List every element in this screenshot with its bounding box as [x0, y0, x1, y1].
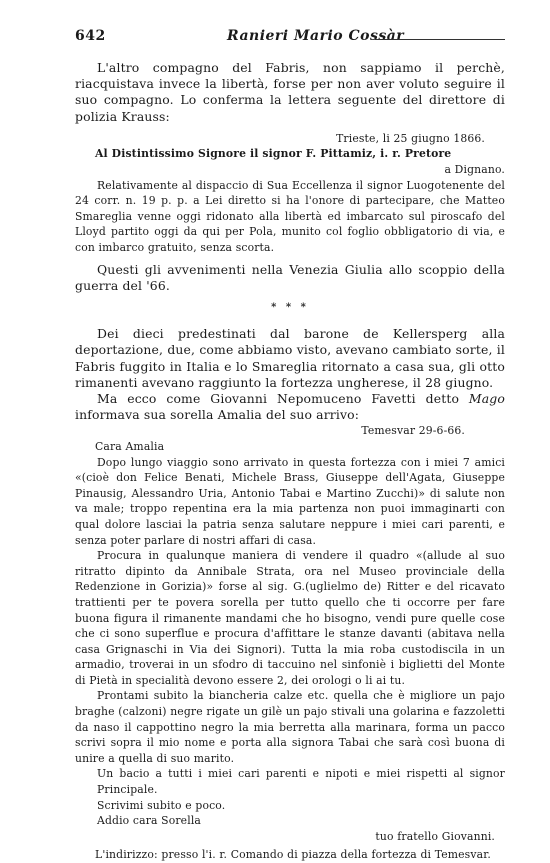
page-body	[75, 60, 505, 863]
letter-favetti	[75, 423, 505, 863]
section-separator: * * *	[271, 301, 309, 313]
letter-krauss-date: Trieste, li 25 giugno 1866.	[336, 131, 485, 145]
paragraph-fabris-companion: L'altro compagno del Fabris, non sappiamo il perchè, riacquistava invece la libertà, forse per non aver voluto seguire il suo compagno. Lo conferma la lettera seguente del direttore di polizia Krauss:	[75, 60, 505, 124]
letter-favetti-para3: Prontami subito la biancheria calze etc. quella che è migliore un pajo braghe (calzoni) negre rigate un gilè un pajo stivali una golarina e fazzoletti da naso il cappottino negro la mia berretta alla marinara, forma un pacco scrivi sopra il mio nome e porta alla signora Tabai che sarà così buona di unire a quella di suo marito.	[75, 689, 505, 765]
page-header	[75, 26, 505, 46]
letter-favetti-date: Temesvar 29-6-66.	[361, 424, 465, 438]
letter-favetti-farewell: Addio cara Sorella	[97, 814, 202, 828]
letter-krauss-text: Relativamente al dispaccio di Sua Eccellenza il signor Luogotenente del 24 corr. n. 19 p. p. a Lei diretto si ha l'onore di partecipare, che Matteo Smareglia venne oggi ridonato alla libertà ed imbarcato sul piroscafo del Lloyd partito oggi da qui per Pola, munito col foglio obbligatorio di via, e con imbarco gratuito, senza scorta.	[75, 178, 505, 254]
running-head: Ranieri Mario Cossàr	[227, 28, 405, 44]
letter-favetti-signature: tuo fratello Giovanni.	[375, 829, 495, 843]
letter-krauss	[75, 131, 505, 256]
paragraph-favetti: Ma ecco come Giovanni Nepomuceno Favetti detto Mago informava sua sorella Amalia del suo arrivo:	[75, 390, 505, 423]
letter-favetti-salutation: Cara Amalia	[95, 439, 165, 453]
letter-krauss-address: Al Distintissimo Signore il signor F. Pittamiz, i. r. Pretore	[95, 147, 452, 161]
letter-favetti-para2: Procura in qualunque maniera di vendere il quadro «(allude al suo ritratto dipinto da Annibale Strata, ora nel Museo provinciale della Redenzione in Gorizia)» forse al sig. G.(uglielmo de) Ritter e del ricavato trattienti per te povera sorella per tutto quello che ti occorre per fare buona figura il rimanente mandami che ho bisogno, vendi pure quelle cose che ci sono superflue e procura d'affittare le stanze davanti (abitava nella casa Grignaschi in Via dei Signori). Tutta la mia roba custodiscila in un armadio, troverai in un sfodro di taccuino nel sinfoniè i biglietti del Monte di Pietà in specialità devono essere 2, dei orologi o li ai tu.	[75, 549, 505, 687]
header-rule	[375, 39, 505, 40]
letter-favetti-greetings: Un bacio a tutti i miei cari parenti e nipoti e miei rispetti al signor Principale.	[97, 767, 505, 797]
letter-favetti-write: Scrivimi subito e poco.	[97, 798, 226, 812]
paragraph-deportation: Dei dieci predestinati dal barone de Kellersperg alla deportazione, due, come abbiamo visto, avevano cambiato sorte, il Fabris fuggito in Italia e lo Smareglia ritornato a casa sua, gli otto rimanenti avevano raggiunto la fortezza ungherese, il 28 giugno.	[75, 326, 505, 390]
letter-favetti-postscript: L'indirizzo: presso l'i. r. Comando di piazza della fortezza di Temesvar.	[95, 848, 491, 862]
nickname-mago: Mago	[468, 390, 505, 406]
letter-krauss-address-place: a Dignano.	[444, 163, 505, 176]
page-number: 642	[75, 28, 106, 44]
letter-favetti-para1: Dopo lungo viaggio sono arrivato in questa fortezza con i miei 7 amici «(cioè don Felice Benati, Michele Brass, Giuseppe dell'Agata, Giuseppe Pinausig, Alessandro Uria, Antonio Tabai e Martino Zucchi)» di salute non va male; troppo repentina era la mia partenza non puoi immaginarti con qual dolore lasciai la patria senza salutare neppure i miei cari parenti, e senza poter parlare di nostri affari di casa.	[75, 455, 505, 547]
paragraph-venezia-giulia: Questi gli avvenimenti nella Venezia Giulia allo scoppio della guerra del '66.	[75, 261, 505, 293]
